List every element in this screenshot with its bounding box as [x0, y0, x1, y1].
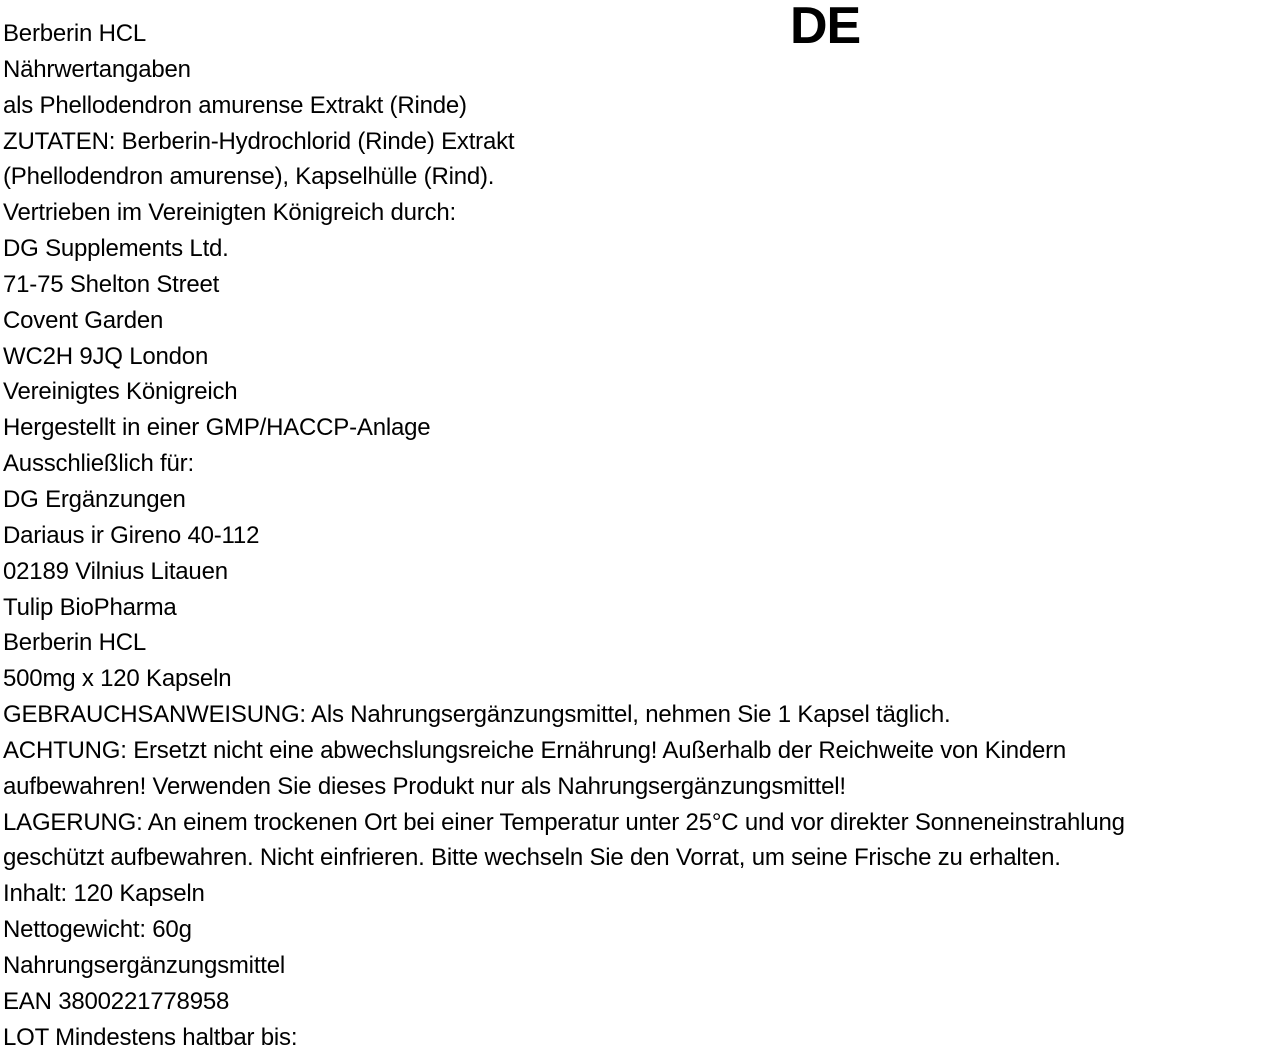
- ingredients-continued-line: (Phellodendron amurense), Kapselhülle (Rind).: [3, 163, 495, 191]
- language-code-heading: DE: [790, 0, 861, 55]
- distributor-street-line: 71-75 Shelton Street: [3, 270, 220, 298]
- nutrition-heading-line: Nährwertangaben: [3, 55, 191, 83]
- contents-line: Inhalt: 120 Kapseln: [3, 880, 205, 908]
- product-name-repeat-line: Berberin HCL: [3, 629, 146, 657]
- warning-continued-line: aufbewahren! Verwenden Sie dieses Produkt nur als Nahrungsergänzungsmittel!: [3, 772, 846, 800]
- ean-line: EAN 3800221778958: [3, 987, 230, 1015]
- exclusive-for-line: Ausschließlich für:: [3, 450, 194, 478]
- warning-line: ACHTUNG: Ersetzt nicht eine abwechslungsreiche Ernährung! Außerhalb der Reichweite von Kindern: [3, 736, 1067, 764]
- label-text-block: [3, 16, 1278, 1055]
- exclusive-city-line: 02189 Vilnius Litauen: [3, 557, 228, 585]
- category-line: Nahrungsergänzungsmittel: [3, 951, 286, 979]
- distributor-country-line: Vereinigtes Königreich: [3, 378, 238, 406]
- distributor-district-line: Covent Garden: [3, 306, 164, 334]
- extract-source-line: als Phellodendron amurense Extrakt (Rinde): [3, 91, 467, 119]
- dosage-count-line: 500mg x 120 Kapseln: [3, 665, 232, 693]
- usage-instructions-line: GEBRAUCHSANWEISUNG: Als Nahrungsergänzungsmittel, nehmen Sie 1 Kapsel täglich.: [3, 701, 951, 729]
- storage-continued-line: geschützt aufbewahren. Nicht einfrieren. Bitte wechseln Sie den Vorrat, um seine Frische zu erhalten.: [3, 844, 1061, 872]
- distributor-city-line: WC2H 9JQ London: [3, 342, 209, 370]
- distributor-name-line: DG Supplements Ltd.: [3, 235, 229, 263]
- lot-expiry-line: LOT Mindestens haltbar bis:: [3, 1023, 298, 1051]
- ingredients-line: ZUTATEN: Berberin-Hydrochlorid (Rinde) Extrakt: [3, 127, 515, 155]
- exclusive-street-line: Dariaus ir Gireno 40-112: [3, 521, 260, 549]
- brand-line: Tulip BioPharma: [3, 593, 177, 621]
- storage-line: LAGERUNG: An einem trockenen Ort bei einer Temperatur unter 25°C und vor direkter Sonneneinstrahlung: [3, 808, 1125, 836]
- net-weight-line: Nettogewicht: 60g: [3, 916, 192, 944]
- exclusive-name-line: DG Ergänzungen: [3, 485, 186, 513]
- distributor-heading-line: Vertrieben im Vereinigten Königreich durch:: [3, 199, 457, 227]
- product-name-line: Berberin HCL: [3, 20, 146, 47]
- manufacturing-line: Hergestellt in einer GMP/HACCP-Anlage: [3, 414, 431, 442]
